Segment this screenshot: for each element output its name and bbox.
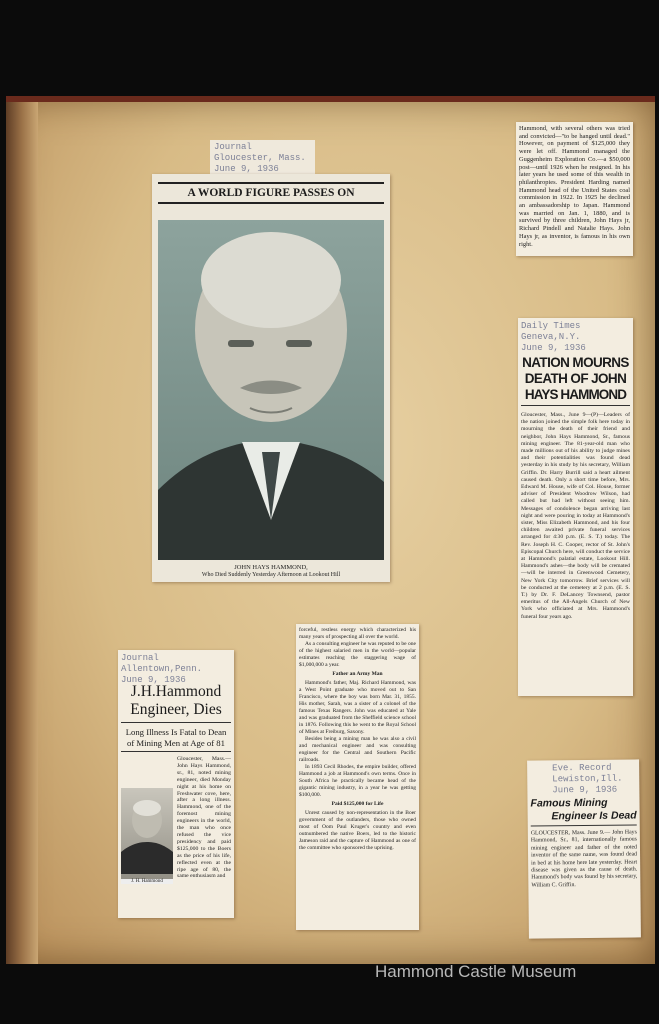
lewiston-headline-2: Engineer Is Dead [531, 809, 637, 826]
daily-times-headline-3: HAYS HAMMOND [521, 387, 630, 406]
left-clip-photo-caption: J. H. Hammond [121, 879, 173, 884]
daily-times-headline-2: DEATH OF JOHN [524, 371, 627, 386]
daily-times-headline-1: NATION MOURNS [522, 355, 629, 370]
portrait-caption-line: Who Died Suddenly Yesterday Afternoon at Lookout Hill [201, 572, 341, 578]
top-right-clip-text: Hammond, with several others was tried and convicted—"to be hanged until dead." However, on payment of $125,000 they were let off. Hammond managed the Guggenheim Exploration Co.—a $50,000 post—until 1926 when he resigned. In his later years he used some of this wealth in philanthropies. President Harding named Hammond head of the United States coal commission in 1922. In 1925 he declined an ambassadorship to Japan. Hammond was married on Jan. 1, 1880, and is survived by three children, John Hays jr, Richard Pindell and Natalie Hays. John Hays jr, as inventor, is famous in his own right. [519, 125, 630, 248]
center-clip [152, 174, 390, 582]
lewiston-headline-1: Famous Mining [530, 796, 608, 810]
left-clip-portrait [121, 788, 173, 874]
middle-clip-p5: In 1893 Cecil Rhodes, the empire builder, offered Hammond a job at Hammond's own terms. Once in South Africa he practically became head of the gigantic mining industry, in a year he was getting $100,000. [299, 764, 416, 798]
middle-clip-p3: Hammond's father, Maj. Richard Hammond, was a West Point graduate who moved out to San Francisco, where the boy was born Mar. 31, 1855. His mother, Sarah, was a sister of a colonel of the famous Texas Rangers. John was educated at Yale and was graduated from the Sheffield science school in 1876. Following this he went to the Royal School of Mines at Freiburg, Saxony. [299, 680, 416, 735]
lewiston-stamp: Eve. Record Lewiston,Ill. June 9, 1936 [552, 762, 623, 796]
left-clip-lead: Gloucester, Mass.—John Hays Hammond, sr., 81, noted mining engineer, died Monday night at his home on Freshwater cove, here, after a long illness. Hammond, one of the foremost mining engineers in the world, the man who once refused the vice presidency and paid $125,000 to the Boers as the price of his life, reflected even at the ripe age of 80, the same enthusiasm and [177, 756, 231, 880]
middle-clip-p2: As a consulting engineer he was reputed to be one of the highest salaried men in the world—popular estimates reaching the staggering wage of $1,000,000 a year. [299, 641, 416, 668]
middle-clip-subhead-2: Paid $125,000 for Life [331, 801, 384, 807]
book-spine [6, 98, 38, 964]
left-clip-headline-1: J.H.Hammond [130, 683, 222, 700]
left-clip-subhead: Long Illness Is Fatal to Dean of Mining Men at Age of 81 [121, 727, 231, 752]
top-right-clip [516, 122, 633, 256]
museum-watermark: Hammond Castle Museum [375, 962, 577, 981]
middle-clip-p1: forceful, restless energy which characterized his many years of prospecting all over the world. [299, 627, 416, 640]
daily-times-stamp: Daily Times Geneva,N.Y. June 9, 1936 [521, 321, 586, 353]
lewiston-body: GLOUCESTER, Mass. June 9.— John Hays Hammond, Sr., 81, internationally famous mining engineer and father of the noted inventor of the same name, was found dead in bed at his home here late yesterday. Heart disease was given as the cause of death. Hammond's body was found by his secretary, William C. Griffin. [530, 829, 638, 889]
left-clip-stamp: Journal Allentown,Penn. June 9, 1936 [121, 653, 203, 685]
center-clip-headline: A WORLD FIGURE PASSES ON [158, 182, 384, 204]
left-clip-headline-2: Engineer, Dies [121, 701, 231, 723]
middle-clip-p6: Unrest caused by non-representation in the Boer government of the outlanders, those who owned most of Oom Paul Kruger's country and even outnumbered the native Boers, led to the historic Jameson raid and the capture of Hammond as one of the committee who sponsored the uprising. [299, 810, 416, 851]
left-clip-photo [121, 788, 173, 884]
portrait-photo [158, 220, 384, 560]
left-clip [118, 650, 234, 918]
daily-times-body: Gloucester, Mass., June 9—(P)—Leaders of the nation joined the simple folk here today in mourning the death of their friend and neighbor, John Hays Hammond, Sr., famous mining engineer. The 81-year-old man who made millions out of his ability to judge mines and their potentialities was found dead yesterday in his study by his secretary, William Griffin. Dr. Harry Burrill said a heart ailment caused death. Only a short time before, Mrs. Edward M. House, wife of Col. House, former adviser of President Woodrow Wilson, had called but had left without seeing him. Messages of condolence began arriving last night and were pouring in today at Hammond's sister, Miss Elizabeth Hammond, and his four children awaited private funeral services arranged for 4:30 p.m. (E. S. T.) today. The Rev. Joseph H. C. Cooper, rector of St. John's Episcopal Church here, will conduct the service at Hammond's palatial estate, Lookout Hill. Hammond's ashes—the body will be cremated—will be interred in Greenwood Cemetery, New York City tomorrow. Brief services will be conducted at the cemetery at 2 p.m. (E. S. T.) by Dr. F. DeLancey Townsend, pastor emeritus of the All-Angels Church of New York who officiated at Mrs. Hammond's funeral four years ago. [521, 412, 630, 620]
page-top-edge [6, 96, 655, 102]
daily-times-clip [518, 318, 633, 696]
middle-clip-subhead-1: Father an Army Man [332, 671, 383, 677]
middle-clip-p4: Besides being a mining man he was also a civil and mechanical engineer and was consulting engineer for the Central and Southern Pacific railroads. [299, 736, 416, 763]
portrait-figure [158, 220, 384, 560]
center-clip-stamp: Journal Gloucester, Mass. June 9, 1936 [210, 140, 315, 176]
middle-clip [296, 624, 419, 930]
portrait-caption-name: JOHN HAYS HAMMOND, [234, 564, 308, 571]
lewiston-clip [527, 759, 641, 938]
